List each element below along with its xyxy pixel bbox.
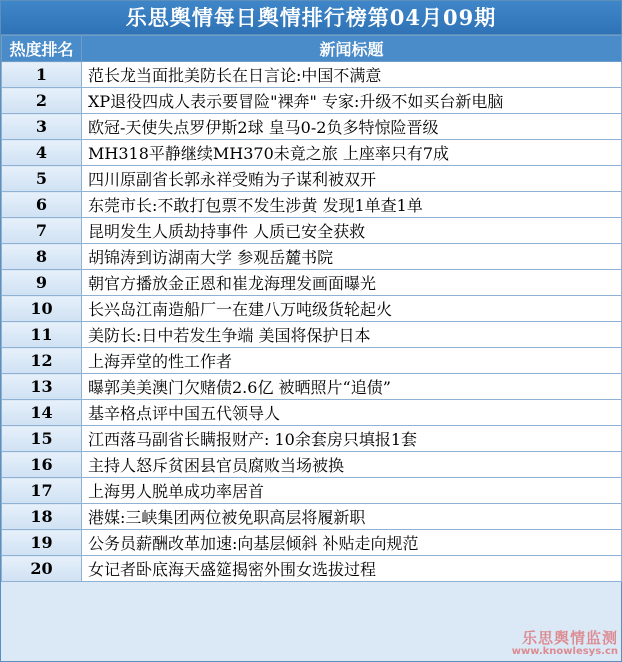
headline-cell: 上海男人脱单成功率居首	[82, 478, 622, 504]
rank-cell: 8	[2, 244, 82, 270]
rank-cell: 13	[2, 374, 82, 400]
headline-cell: 美防长:日中若发生争端 美国将保护日本	[82, 322, 622, 348]
rank-cell: 15	[2, 426, 82, 452]
rank-cell: 6	[2, 192, 82, 218]
rank-cell: 9	[2, 270, 82, 296]
rank-cell: 17	[2, 478, 82, 504]
rank-cell: 20	[2, 556, 82, 582]
table-row	[2, 192, 622, 218]
headline-cell: 胡锦涛到访湖南大学 参观岳麓书院	[82, 244, 622, 270]
table-header-row	[2, 36, 622, 62]
table-row	[2, 374, 622, 400]
headline-cell: 范长龙当面批美防长在日言论:中国不满意	[82, 62, 622, 88]
headline-cell: 女记者卧底海天盛筵揭密外围女选拔过程	[82, 556, 622, 582]
rank-cell: 3	[2, 114, 82, 140]
table-row	[2, 166, 622, 192]
headline-cell: XP退役四成人表示要冒险"裸奔" 专家:升级不如买台新电脑	[82, 88, 622, 114]
headline-cell: 主持人怒斥贫困县官员腐败当场被换	[82, 452, 622, 478]
column-header-rank: 热度排名	[2, 36, 82, 62]
headline-cell: 港媒:三峡集团两位被免职高层将履新职	[82, 504, 622, 530]
table-row	[2, 296, 622, 322]
rank-cell: 4	[2, 140, 82, 166]
column-header-headline: 新闻标题	[82, 36, 622, 62]
rank-cell: 16	[2, 452, 82, 478]
headline-cell: 朝官方播放金正恩和崔龙海理发画面曝光	[82, 270, 622, 296]
headline-cell: 基辛格点评中国五代领导人	[82, 400, 622, 426]
table-row	[2, 218, 622, 244]
rank-cell: 10	[2, 296, 82, 322]
table-row	[2, 244, 622, 270]
rank-cell: 7	[2, 218, 82, 244]
table-row	[2, 322, 622, 348]
table-row	[2, 452, 622, 478]
table-row	[2, 478, 622, 504]
table-body	[2, 62, 622, 582]
headline-cell: 曝郭美美澳门欠赌债2.6亿 被晒照片“追债”	[82, 374, 622, 400]
table-row	[2, 348, 622, 374]
rank-cell: 11	[2, 322, 82, 348]
watermark-url: www.knowlesys.cn	[511, 646, 618, 657]
table-row	[2, 140, 622, 166]
table-row	[2, 426, 622, 452]
table-row	[2, 88, 622, 114]
headline-cell: 上海弄堂的性工作者	[82, 348, 622, 374]
rank-cell: 12	[2, 348, 82, 374]
rank-cell: 18	[2, 504, 82, 530]
rank-cell: 5	[2, 166, 82, 192]
rank-cell: 14	[2, 400, 82, 426]
page-title: 乐思舆情每日舆情排行榜第04月09期	[1, 1, 621, 35]
headline-cell: 江西落马副省长瞒报财产: 10余套房只填报1套	[82, 426, 622, 452]
table-row	[2, 504, 622, 530]
watermark-name: 乐思舆情监测	[521, 629, 618, 647]
headline-cell: MH318平静继续MH370未竟之旅 上座率只有7成	[82, 140, 622, 166]
headline-cell: 四川原副省长郭永祥受贿为子谋利被双开	[82, 166, 622, 192]
headline-cell: 昆明发生人质劫持事件 人质已安全获救	[82, 218, 622, 244]
headline-cell: 公务员薪酬改革加速:向基层倾斜 补贴走向规范	[82, 530, 622, 556]
table-row	[2, 530, 622, 556]
table-row	[2, 62, 622, 88]
table-row	[2, 556, 622, 582]
rank-cell: 2	[2, 88, 82, 114]
table-row	[2, 114, 622, 140]
table-row	[2, 400, 622, 426]
headline-cell: 东莞市长:不敢打包票不发生涉黄 发现1单查1单	[82, 192, 622, 218]
ranking-table	[1, 35, 622, 582]
table-row	[2, 270, 622, 296]
rank-cell: 19	[2, 530, 82, 556]
headline-cell: 长兴岛江南造船厂一在建八万吨级货轮起火	[82, 296, 622, 322]
rank-cell: 1	[2, 62, 82, 88]
headline-cell: 欧冠-天使失点罗伊斯2球 皇马0-2负多特惊险晋级	[82, 114, 622, 140]
